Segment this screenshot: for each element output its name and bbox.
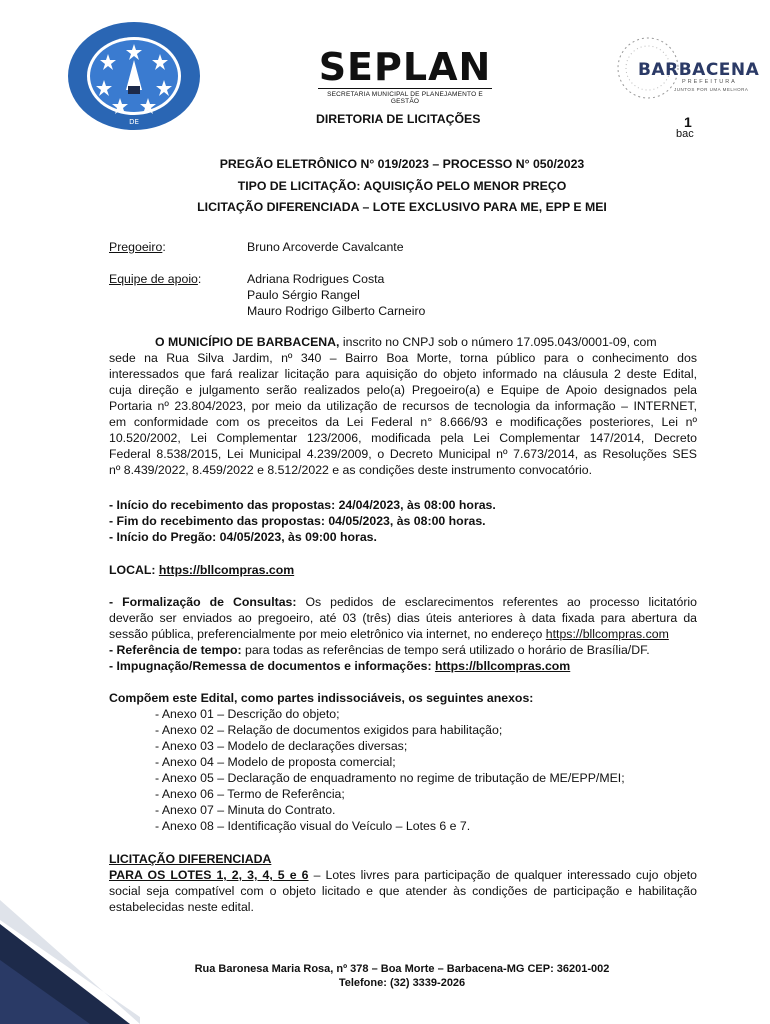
local-link[interactable]: https://bllcompras.com bbox=[158, 563, 295, 577]
footer-address: Rua Baronesa Maria Rosa, nº 378 – Boa Morte – Barbacena-MG CEP: 36201-002 bbox=[194, 963, 610, 975]
municipal-seal bbox=[66, 20, 202, 132]
consultas-paragraph bbox=[109, 594, 697, 674]
anexo-item: - Anexo 07 – Minuta do Contrato. bbox=[155, 803, 336, 817]
diferenciada-line: social seja compatível com o objeto licitado e que atender às condições de participação e habilitação bbox=[109, 884, 697, 898]
municipal-seal-icon bbox=[66, 20, 202, 132]
title-line-3: LICITAÇÃO DIFERENCIADA – LOTE EXCLUSIVO PARA ME, EPP E MEI bbox=[197, 200, 607, 214]
referencia-line: - Referência de tempo: para todas as referências de tempo será utilizado o horário de Brasília/DF. bbox=[109, 643, 650, 657]
diferenciada-line: PARA OS LOTES 1, 2, 3, 4, 5 e 6 – Lotes livres para participação de qualquer interessado cujo objeto bbox=[109, 868, 698, 882]
anexo-item: - Anexo 01 – Descrição do objeto; bbox=[155, 707, 340, 721]
consultas-line: - Formalização de Consultas: Os pedidos de esclarecimentos referentes ao processo licitatório bbox=[109, 595, 697, 609]
intro-line: 10.520/2002, Lei Complementar 123/2006, modificada pela Lei Complementar 147/2014, Decreto bbox=[109, 431, 697, 445]
anexo-item: - Anexo 04 – Modelo de proposta comercial; bbox=[155, 755, 396, 769]
consultas-link[interactable]: https://bllcompras.com bbox=[545, 627, 669, 641]
intro-line: sede na Rua Silva Jardim, nº 340 – Bairro Boa Morte, torna público para o conhecimento dos bbox=[109, 351, 697, 365]
intro-line: nº 8.439/2022, 8.459/2022 e 8.512/2022 e as condições deste instrumento convocatório. bbox=[109, 463, 593, 477]
intro-paragraph bbox=[109, 334, 697, 478]
equipe-member: Adriana Rodrigues Costa bbox=[247, 272, 385, 286]
diferenciada-section bbox=[109, 851, 697, 915]
impugnacao-link[interactable]: https://bllcompras.com bbox=[434, 659, 571, 673]
date-start-proposals: - Início do recebimento das propostas: 24/04/2023, às 08:00 horas. bbox=[109, 498, 496, 512]
pregoeiro-value: Bruno Arcoverde Cavalcante bbox=[247, 240, 404, 254]
seplan-title: SEPLAN bbox=[318, 45, 492, 89]
seplan-subtitle: SECRETARIA MUNICIPAL DE PLANEJAMENTO E GESTÃO bbox=[318, 88, 492, 105]
consultas-line: deverão ser enviados ao pregoeiro, até 03 (três) dias úteis anteriores à data fixada para abertura da bbox=[109, 611, 697, 625]
directorate-heading: DIRETORIA DE LICITAÇÕES bbox=[316, 112, 481, 126]
barbacena-tagline: JUNTOS POR UMA MELHORA bbox=[674, 87, 749, 92]
diferenciada-line: estabelecidas neste edital. bbox=[109, 900, 254, 914]
page-number: 1 bbox=[684, 114, 692, 130]
barbacena-logo bbox=[608, 34, 758, 104]
title-line-2: TIPO DE LICITAÇÃO: AQUISIÇÃO PELO MENOR PREÇO bbox=[237, 179, 567, 193]
impugnacao-line: - Impugnação/Remessa de documentos e informações: https://bllcompras.com bbox=[109, 659, 571, 673]
equipe-label: Equipe de apoio: bbox=[109, 272, 202, 286]
intro-line: O MUNICÍPIO DE BARBACENA, inscrito no CNPJ sob o número 17.095.043/0001-09, com bbox=[155, 335, 657, 349]
corner-decoration bbox=[0, 900, 140, 1024]
consultas-line: sessão pública, preferencialmente por meio eletrônico via internet, no endereço https://bllcompras.com bbox=[109, 627, 669, 641]
page-tag: bac bbox=[676, 128, 694, 140]
anexo-item: - Anexo 08 – Identificação visual do Veículo – Lotes 6 e 7. bbox=[155, 819, 471, 833]
seplan-logo bbox=[300, 46, 510, 105]
date-start-pregao: - Início do Pregão: 04/05/2023, às 09:00 horas. bbox=[109, 530, 377, 544]
local-label: LOCAL: bbox=[109, 563, 156, 577]
intro-line: Federal 8.538/2015, Lei Municipal 4.239/2009, o Decreto Municipal nº 7.673/2014, as Resoluções SES bbox=[109, 447, 697, 461]
title-line-1: PREGÃO ELETRÔNICO N° 019/2023 – PROCESSO N° 050/2023 bbox=[219, 157, 585, 171]
intro-line: interessados que fará realizar licitação para aquisição do objeto informado na cláusula 2 deste Edital, bbox=[109, 367, 697, 381]
anexos-heading: Compõem este Edital, como partes indissociáveis, os seguintes anexos: bbox=[109, 691, 534, 705]
equipe-member: Mauro Rodrigo Gilberto Carneiro bbox=[247, 304, 426, 318]
pregoeiro-label: Pregoeiro: bbox=[109, 240, 166, 254]
barbacena-prefeitura: PREFEITURA bbox=[682, 79, 737, 85]
diferenciada-heading: LICITAÇÃO DIFERENCIADA bbox=[109, 852, 272, 866]
intro-line: em conformidade com os preceitos da Lei Federal n° 8.666/93 e modificações posteriores, Lei nº bbox=[109, 415, 697, 429]
anexo-item: - Anexo 03 – Modelo de declarações diversas; bbox=[155, 739, 408, 753]
anexo-item: - Anexo 06 – Termo de Referência; bbox=[155, 787, 345, 801]
svg-text:DE: DE bbox=[129, 118, 139, 126]
anexo-item: - Anexo 05 – Declaração de enquadramento no regime de tributação de ME/EPP/MEI; bbox=[155, 771, 625, 785]
anexo-item: - Anexo 02 – Relação de documentos exigidos para habilitação; bbox=[155, 723, 503, 737]
footer-phone: Telefone: (32) 3339-2026 bbox=[338, 977, 466, 989]
intro-line: Portaria nº 23.804/2023, por meio da utilização de recursos de tecnologia da informação – INTERNET, bbox=[109, 399, 697, 413]
barbacena-wordmark: BARBACENA bbox=[638, 60, 760, 80]
date-end-proposals: - Fim do recebimento das propostas: 04/05/2023, às 08:00 horas. bbox=[109, 514, 486, 528]
intro-line: cuja direção e julgamento serão realizados pelo(a) Pregoeiro(a) e Equipe de Apoio designados pela bbox=[109, 383, 697, 397]
local-line bbox=[109, 562, 294, 578]
equipe-member: Paulo Sérgio Rangel bbox=[247, 288, 360, 302]
